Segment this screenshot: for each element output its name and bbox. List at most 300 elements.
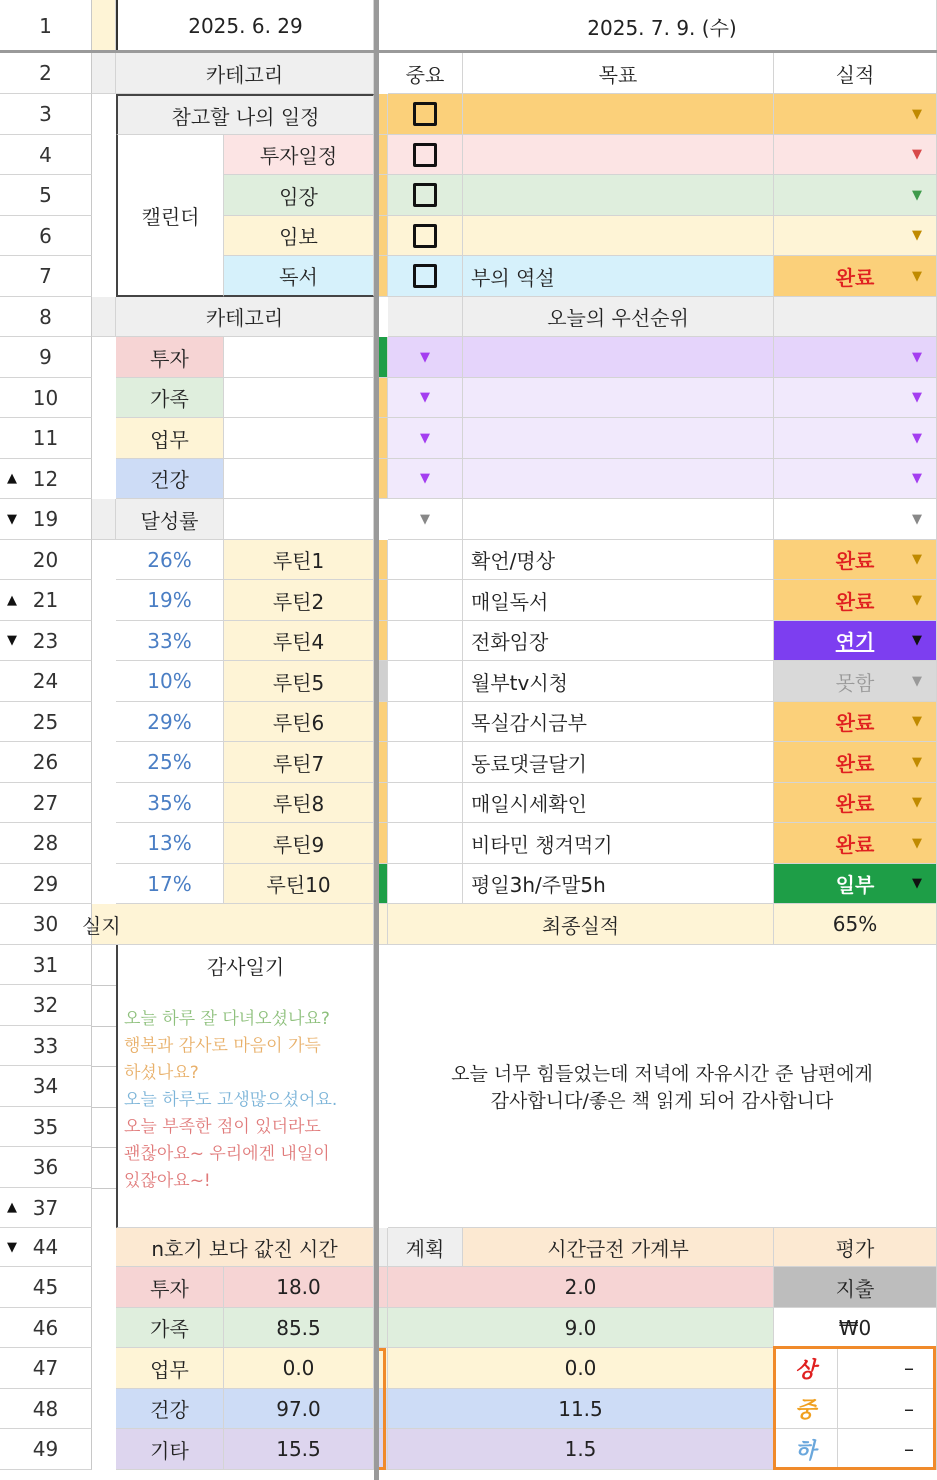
- collapse-up-icon[interactable]: ▲: [7, 592, 17, 608]
- result-dropdown[interactable]: [774, 256, 937, 297]
- time-category-cell[interactable]: [116, 1348, 224, 1389]
- cell[interactable]: [388, 661, 463, 702]
- row-number: 30: [32, 912, 59, 936]
- routine-task: 전화임장: [471, 630, 549, 654]
- grade-value: –: [904, 1396, 914, 1421]
- row-header[interactable]: [0, 823, 92, 864]
- priority-dropdown[interactable]: [388, 378, 463, 418]
- checkbox[interactable]: [413, 264, 437, 288]
- dropdown-arrow-icon[interactable]: ▼: [912, 147, 922, 162]
- result-dropdown[interactable]: [774, 337, 937, 378]
- routine-pct-cell[interactable]: [116, 580, 224, 621]
- routine-result-dropdown[interactable]: [774, 702, 937, 742]
- cell[interactable]: [388, 702, 463, 742]
- routine-task-cell[interactable]: [463, 823, 774, 864]
- row-number: 46: [32, 1315, 59, 1340]
- row-number: 23: [32, 628, 59, 653]
- row-header[interactable]: [0, 337, 92, 378]
- right-date: 2025. 7. 9. (수): [587, 15, 737, 40]
- routine-result-dropdown[interactable]: [774, 864, 937, 904]
- routine-result-dropdown[interactable]: [774, 540, 937, 580]
- row-header[interactable]: [0, 540, 92, 580]
- checkbox[interactable]: [413, 143, 437, 167]
- collapse-up-icon[interactable]: ▲: [7, 1200, 17, 1215]
- checkbox[interactable]: [413, 224, 437, 248]
- priority-category-family[interactable]: [116, 378, 224, 418]
- left-date-cell[interactable]: [116, 0, 374, 53]
- routine-pct-cell[interactable]: [116, 783, 224, 823]
- result-dropdown[interactable]: [774, 378, 937, 418]
- routine-result-dropdown[interactable]: [774, 783, 937, 823]
- dropdown-arrow-icon[interactable]: ▼: [912, 876, 922, 891]
- gratitude-prompt-line: 하셨나요?: [124, 1063, 199, 1083]
- achievement-header[interactable]: [116, 499, 224, 540]
- category-header[interactable]: [116, 53, 374, 94]
- final-result-value: 65%: [832, 912, 878, 936]
- routine-result-dropdown[interactable]: [774, 823, 937, 864]
- routine-result: 완료: [835, 832, 875, 857]
- cell[interactable]: [388, 297, 463, 337]
- priority-category-header[interactable]: [116, 297, 374, 337]
- row-number: 11: [32, 426, 59, 450]
- routine-task-cell[interactable]: [463, 540, 774, 580]
- cell[interactable]: [774, 297, 937, 337]
- row-number: 24: [32, 669, 59, 693]
- importance-checkbox-cell[interactable]: [388, 94, 463, 135]
- result-dropdown[interactable]: [774, 94, 937, 135]
- row-header[interactable]: [0, 742, 92, 783]
- priority-title-cell[interactable]: [463, 297, 774, 337]
- calendar-item-report[interactable]: [224, 216, 374, 256]
- plan-header-label: 계획: [405, 1236, 445, 1261]
- row-number: 26: [32, 750, 59, 774]
- result-dropdown[interactable]: [774, 418, 937, 459]
- cell[interactable]: [388, 621, 463, 661]
- eval-header-label: 평가: [835, 1236, 875, 1261]
- routine-pct-cell[interactable]: [116, 864, 224, 904]
- priority-dropdown[interactable]: [388, 418, 463, 459]
- routine-pct-cell[interactable]: [116, 661, 224, 702]
- frozen-column-divider[interactable]: [374, 0, 379, 1480]
- collapse-up-icon[interactable]: ▲: [7, 471, 17, 486]
- diary-fragment-cell[interactable]: [82, 904, 374, 945]
- cell: [378, 702, 388, 742]
- row-header[interactable]: [0, 580, 92, 621]
- row-number: 29: [32, 871, 59, 896]
- time-hours: 18.0: [276, 1275, 321, 1299]
- row-number: 45: [32, 1275, 59, 1299]
- cell[interactable]: [388, 580, 463, 621]
- expand-down-icon[interactable]: ▼: [7, 1239, 17, 1255]
- budget-value-cell[interactable]: [388, 1267, 774, 1308]
- row-header[interactable]: [0, 256, 92, 297]
- result-dropdown[interactable]: [774, 499, 937, 540]
- result-dropdown[interactable]: [774, 175, 937, 216]
- selection-outline: [773, 1346, 936, 1470]
- goal-cell[interactable]: [463, 94, 774, 135]
- calendar-item-label: 독서: [279, 265, 318, 289]
- routine-name: 루틴4: [272, 630, 325, 654]
- row-header[interactable]: [0, 135, 92, 175]
- ref-schedule-cell[interactable]: [116, 94, 374, 135]
- cell: [378, 823, 388, 864]
- priority-task-cell[interactable]: [463, 499, 774, 540]
- final-result-label: 최종실적: [541, 913, 620, 938]
- dropdown-arrow-icon[interactable]: ▼: [912, 592, 922, 608]
- row-header[interactable]: [0, 661, 92, 702]
- time-hours-cell[interactable]: [224, 1348, 374, 1389]
- priority-dropdown[interactable]: [388, 459, 463, 499]
- routine-result-dropdown[interactable]: [774, 621, 937, 661]
- ref-schedule-label: 참고할 나의 일정: [171, 104, 320, 129]
- time-hours: 85.5: [276, 1315, 321, 1340]
- priority-category-work[interactable]: [116, 418, 224, 459]
- budget-value: 11.5: [558, 1396, 603, 1421]
- importance-checkbox-cell[interactable]: [388, 256, 463, 297]
- dropdown-arrow-icon[interactable]: ▼: [912, 835, 922, 851]
- goal-cell[interactable]: [463, 216, 774, 256]
- routine-name-cell[interactable]: [224, 621, 374, 661]
- row-header[interactable]: [0, 175, 92, 216]
- row-number: 48: [32, 1396, 59, 1421]
- cell[interactable]: [388, 823, 463, 864]
- row-header[interactable]: [0, 621, 92, 661]
- row-number: 35: [32, 1114, 59, 1139]
- dropdown-arrow-icon[interactable]: ▼: [912, 430, 922, 446]
- routine-name-cell[interactable]: [224, 540, 374, 580]
- gratitude-entry-cell[interactable]: [388, 945, 937, 1228]
- dropdown-arrow-icon[interactable]: ▼: [912, 106, 922, 122]
- routine-task-cell[interactable]: [463, 702, 774, 742]
- routine-pct: 26%: [147, 547, 192, 572]
- result-header[interactable]: [774, 53, 937, 94]
- row-number: 37: [32, 1195, 59, 1220]
- expand-down-icon[interactable]: ▼: [7, 511, 17, 527]
- cell: [378, 216, 388, 256]
- importance-checkbox-cell[interactable]: [388, 175, 463, 216]
- time-hours: 15.5: [276, 1437, 321, 1461]
- priority-task-cell[interactable]: [463, 378, 774, 418]
- row-number: 7: [39, 264, 52, 288]
- goal-header[interactable]: [463, 53, 774, 94]
- routine-pct-cell[interactable]: [116, 742, 224, 783]
- grid-line: [92, 1147, 116, 1148]
- cell: [378, 94, 388, 135]
- goal-cell[interactable]: [463, 256, 774, 297]
- priority-category-investment[interactable]: [116, 337, 224, 378]
- row-header[interactable]: [0, 94, 92, 135]
- time-category-cell[interactable]: [116, 1308, 224, 1348]
- row-header[interactable]: [0, 1308, 92, 1348]
- row-header[interactable]: [0, 1228, 92, 1267]
- row-header[interactable]: [0, 459, 92, 499]
- row-number: 49: [32, 1437, 59, 1461]
- row-number: 10: [32, 385, 59, 410]
- row-number: 28: [32, 831, 59, 855]
- grade-mid: 중: [794, 1398, 817, 1423]
- row-number: 31: [32, 952, 59, 977]
- priority-category-health[interactable]: [116, 459, 224, 499]
- routine-name: 루틴8: [272, 792, 325, 816]
- routine-result-dropdown[interactable]: [774, 580, 937, 621]
- routine-name-cell[interactable]: [224, 783, 374, 823]
- expense-label-cell[interactable]: [774, 1267, 937, 1308]
- cell[interactable]: [388, 742, 463, 783]
- routine-name: 루틴6: [272, 711, 325, 735]
- final-result-value-cell[interactable]: [774, 904, 937, 945]
- gratitude-title: 감사일기: [206, 955, 285, 979]
- grid-line: [92, 985, 116, 986]
- calendar-item-reading[interactable]: [224, 256, 374, 297]
- time-category: 기타: [150, 1438, 189, 1463]
- gratitude-prompt-line: 오늘 부족한 점이 있더라도: [124, 1117, 321, 1137]
- plan-header[interactable]: [388, 1228, 463, 1267]
- routine-task-cell[interactable]: [463, 621, 774, 661]
- time-category-cell[interactable]: [116, 1267, 224, 1308]
- row-number: 3: [39, 102, 52, 126]
- row-number: 33: [32, 1033, 59, 1058]
- routine-result: 완료: [835, 549, 875, 573]
- dropdown-arrow-icon[interactable]: ▼: [420, 349, 430, 365]
- routine-result-dropdown[interactable]: [774, 661, 937, 702]
- routine-name-cell[interactable]: [224, 864, 374, 904]
- routine-name: 루틴1: [272, 549, 325, 573]
- result-dropdown[interactable]: [774, 216, 937, 256]
- dropdown-arrow-icon[interactable]: ▼: [912, 633, 922, 648]
- left-date: 2025. 6. 29: [188, 14, 303, 38]
- row-header[interactable]: [0, 702, 92, 742]
- routine-task: 목실감시금부: [471, 711, 587, 735]
- routine-result: 완료: [835, 751, 875, 776]
- expand-down-icon[interactable]: ▼: [7, 633, 17, 648]
- time-category-cell[interactable]: [116, 1389, 224, 1429]
- cell[interactable]: [224, 459, 374, 499]
- row-header[interactable]: [0, 1267, 92, 1308]
- row-header[interactable]: [0, 499, 92, 540]
- row-header[interactable]: [0, 783, 92, 823]
- book-goal-text: 부의 역설: [471, 265, 555, 290]
- routine-task-cell[interactable]: [463, 580, 774, 621]
- routine-pct-cell[interactable]: [116, 540, 224, 580]
- routine-name: 루틴7: [272, 751, 325, 776]
- time-category-cell[interactable]: [116, 1429, 224, 1470]
- routine-name: 루틴9: [272, 832, 325, 857]
- dropdown-arrow-icon[interactable]: ▼: [912, 511, 922, 527]
- cell[interactable]: [224, 418, 374, 459]
- budget-value-cell[interactable]: [388, 1308, 774, 1348]
- cell[interactable]: [224, 378, 374, 418]
- routine-task-cell[interactable]: [463, 864, 774, 904]
- priority-dropdown[interactable]: [388, 337, 463, 378]
- budget-value-cell[interactable]: [388, 1348, 774, 1389]
- cell[interactable]: [92, 297, 116, 337]
- routine-name: 루틴10: [266, 873, 331, 897]
- dropdown-arrow-icon[interactable]: ▼: [912, 187, 922, 203]
- row-number: 44: [32, 1235, 59, 1259]
- time-hours-cell[interactable]: [224, 1308, 374, 1348]
- dropdown-arrow-icon[interactable]: ▼: [912, 552, 922, 567]
- row-header[interactable]: [0, 1107, 92, 1147]
- dropdown-arrow-icon[interactable]: ▼: [420, 390, 430, 405]
- cell: [378, 580, 388, 621]
- routine-name: 루틴2: [272, 589, 325, 614]
- dropdown-arrow-icon[interactable]: ▼: [912, 268, 922, 284]
- cell[interactable]: [92, 53, 116, 94]
- goal-header-label: 목표: [598, 62, 638, 87]
- routine-name-cell[interactable]: [224, 702, 374, 742]
- priority-task-cell[interactable]: [463, 418, 774, 459]
- row-header[interactable]: [0, 1348, 92, 1389]
- routine-pct-cell[interactable]: [116, 823, 224, 864]
- result-dropdown[interactable]: [774, 135, 937, 175]
- time-hours-cell[interactable]: [224, 1389, 374, 1429]
- dropdown-arrow-icon[interactable]: ▼: [912, 714, 922, 729]
- time-hours-cell[interactable]: [224, 1429, 374, 1470]
- row-header[interactable]: [0, 0, 92, 53]
- routine-pct-cell[interactable]: [116, 621, 224, 661]
- priority-title: 오늘의 우선순위: [547, 306, 689, 330]
- cell[interactable]: [388, 540, 463, 580]
- gratitude-entry-line: 오늘 너무 힘들었는데 저녁에 자유시간 준 남편에게: [451, 1063, 873, 1085]
- priority-task-cell[interactable]: [463, 459, 774, 499]
- cell: [378, 459, 388, 499]
- checkbox[interactable]: [413, 183, 437, 207]
- dropdown-arrow-icon[interactable]: ▼: [420, 471, 430, 486]
- grid-line: [92, 1107, 116, 1108]
- row-number: 2: [39, 61, 52, 85]
- importance-checkbox-cell[interactable]: [388, 135, 463, 175]
- priority-task-cell[interactable]: [463, 337, 774, 378]
- routine-task: 월부tv시청: [471, 670, 568, 695]
- routine-task: 동료댓글달기: [471, 751, 587, 776]
- row-number: 32: [32, 993, 59, 1017]
- calendar-item-site-visit[interactable]: [224, 175, 374, 216]
- row-header[interactable]: [0, 297, 92, 337]
- time-hours-cell[interactable]: [224, 1267, 374, 1308]
- routine-pct: 25%: [147, 750, 192, 774]
- routine-name-cell[interactable]: [224, 742, 374, 783]
- cell[interactable]: [388, 864, 463, 904]
- dropdown-arrow-icon[interactable]: ▼: [912, 754, 922, 770]
- importance-header[interactable]: [388, 53, 463, 94]
- calendar-group-cell[interactable]: [116, 135, 224, 297]
- routine-result-dropdown[interactable]: [774, 742, 937, 783]
- cell[interactable]: [92, 499, 116, 540]
- routine-task-cell[interactable]: [463, 661, 774, 702]
- budget-value: 2.0: [564, 1275, 597, 1299]
- cell: [378, 378, 388, 418]
- expense-value: ₩0: [838, 1315, 872, 1340]
- row-header[interactable]: [0, 1026, 92, 1066]
- routine-result: 일부: [835, 873, 875, 897]
- cell[interactable]: [224, 337, 374, 378]
- eval-header[interactable]: [774, 1228, 937, 1267]
- dropdown-arrow-icon[interactable]: ▼: [912, 390, 922, 405]
- gratitude-prompt-cell[interactable]: [116, 945, 374, 1228]
- row-number: 9: [39, 345, 52, 369]
- final-result-label-cell[interactable]: [388, 904, 774, 945]
- row-header[interactable]: [0, 1429, 92, 1470]
- dropdown-arrow-icon[interactable]: ▼: [912, 228, 922, 243]
- importance-checkbox-cell[interactable]: [388, 216, 463, 256]
- routine-task-cell[interactable]: [463, 742, 774, 783]
- dropdown-arrow-icon[interactable]: ▼: [912, 673, 922, 689]
- cell: [378, 540, 388, 580]
- routine-pct: 10%: [147, 669, 192, 693]
- gratitude-entry-line: 감사합니다/좋은 책 읽게 되어 감사합니다: [490, 1090, 834, 1112]
- row-header[interactable]: [0, 216, 92, 256]
- cell: [378, 904, 388, 945]
- time-value-header[interactable]: [116, 1228, 374, 1267]
- row-number: 19: [32, 507, 59, 531]
- calendar-item-investment[interactable]: [224, 135, 374, 175]
- priority-dropdown[interactable]: [388, 499, 463, 540]
- dropdown-arrow-icon[interactable]: ▼: [420, 430, 430, 446]
- gratitude-prompt-line: 오늘 하루도 고생많으셨어요.: [124, 1090, 338, 1110]
- routine-name-cell[interactable]: [224, 661, 374, 702]
- cell: [378, 661, 388, 702]
- gratitude-prompt-line: 괜찮아요~ 우리에겐 내일이: [124, 1144, 330, 1164]
- gratitude-prompt-line: 행복과 감사로 마음이 가득: [124, 1036, 321, 1056]
- routine-name-cell[interactable]: [224, 823, 374, 864]
- cell[interactable]: [388, 783, 463, 823]
- dropdown-arrow-icon[interactable]: ▼: [912, 795, 922, 810]
- right-date-cell[interactable]: [388, 0, 937, 53]
- row-header[interactable]: [0, 1066, 92, 1107]
- cell: [378, 175, 388, 216]
- result-status: 완료: [835, 265, 875, 290]
- expense-value-cell[interactable]: [774, 1308, 937, 1348]
- grade-value: –: [904, 1437, 914, 1461]
- row-number: 4: [39, 142, 52, 167]
- row-header[interactable]: [0, 1147, 92, 1188]
- cell: [378, 1267, 388, 1308]
- row-header[interactable]: [0, 378, 92, 418]
- row-header[interactable]: [0, 418, 92, 459]
- row-header[interactable]: [0, 53, 92, 94]
- row-header[interactable]: [0, 864, 92, 904]
- dropdown-arrow-icon[interactable]: ▼: [420, 511, 430, 527]
- row-number: 20: [32, 547, 59, 572]
- goal-cell[interactable]: [463, 175, 774, 216]
- cell: [378, 256, 388, 297]
- row-header[interactable]: [0, 985, 92, 1026]
- dropdown-arrow-icon[interactable]: ▼: [912, 349, 922, 365]
- result-dropdown[interactable]: [774, 459, 937, 499]
- cell: [378, 742, 388, 783]
- row-header[interactable]: [0, 1188, 92, 1228]
- budget-header[interactable]: [463, 1228, 774, 1267]
- row-header[interactable]: [0, 945, 92, 985]
- routine-task-cell[interactable]: [463, 783, 774, 823]
- row-number: 34: [32, 1074, 59, 1098]
- cell: [378, 135, 388, 175]
- budget-value-cell[interactable]: [388, 1429, 774, 1470]
- goal-cell[interactable]: [463, 135, 774, 175]
- row-header[interactable]: [0, 1389, 92, 1429]
- cell[interactable]: [224, 499, 374, 540]
- row-header[interactable]: [0, 904, 92, 945]
- routine-name-cell[interactable]: [224, 580, 374, 621]
- cell[interactable]: [92, 0, 116, 53]
- gratitude-prompt-line: 오늘 하루 잘 다녀오셨나요?: [124, 1009, 330, 1029]
- calendar-item-label: 투자일정: [259, 144, 338, 168]
- routine-pct-cell[interactable]: [116, 702, 224, 742]
- routine-result: 완료: [835, 792, 875, 816]
- dropdown-arrow-icon[interactable]: ▼: [912, 471, 922, 486]
- budget-value-cell[interactable]: [388, 1389, 774, 1429]
- checkbox[interactable]: [413, 102, 437, 126]
